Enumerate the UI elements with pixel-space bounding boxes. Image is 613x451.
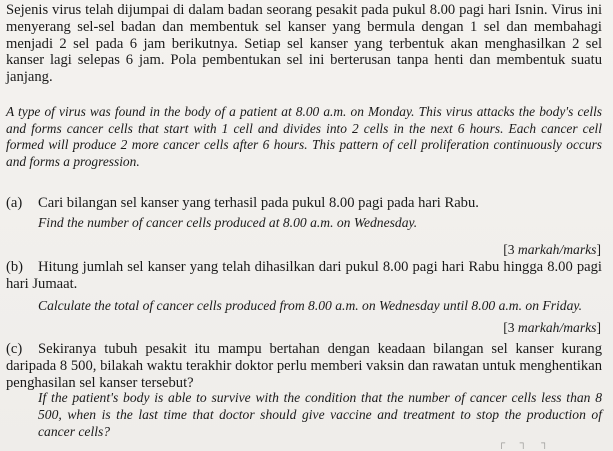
question-a-malay [6, 195, 602, 212]
question-b-marks-word: markah/marks [517, 320, 597, 335]
cropped-marks-fragment: ┌ ┐ ┐ [498, 438, 555, 449]
question-b-label: (b) [6, 259, 24, 275]
question-a-english: Find the number of cancer cells produced at 8.00 a.m. on Wednesday. [38, 215, 418, 230]
question-b-marks-close: ] [596, 320, 601, 335]
question-c-english: If the patient's body is able to survive with the condition that the number of cancer cells less than 8 500, when is the last time that doctor should give vaccine and treatment to stop the production of cancer cells? [38, 390, 602, 439]
question-b-malay [6, 259, 602, 293]
question-c-label: (c) [6, 341, 23, 357]
question-a-malay-text: Cari bilangan sel kanser yang terhasil pada pukul 8.00 pagi pada hari Rabu. [38, 195, 479, 211]
question-b-english: Calculate the total of cancer cells produced from 8.00 a.m. on Wednesday until 8.00 a.m. on Friday. [38, 298, 583, 313]
intro-english: A type of virus was found in the body of a patient at 8.00 a.m. on Monday. This virus attacks the body's cells and forms cancer cells that start with 1 cell and divides into 2 cells in the next 6 hours. Each cancer cell formed will produce 2 more cancer cells after 6 hours. This pattern of cell proliferation continuously occurs and forms a progression. [6, 104, 602, 169]
question-c-malay-text: Sekiranya tubuh pesakit itu mampu bertahan dengan keadaan bilangan sel kanser kurang daripada 8 500, bilakah waktu terakhir doktor perlu memberi vaksin dan rawatan untuk menghentikan penghasilan sel kanser tersebut? [6, 341, 602, 391]
question-a-marks [503, 241, 601, 258]
question-a-label: (a) [6, 195, 23, 211]
question-b-malay-text: Hitung jumlah sel kanser yang telah dihasilkan dari pukul 8.00 pagi hari Rabu hingga 8.00 pagi hari Jumaat. [6, 259, 602, 292]
question-a-marks-close: ] [596, 242, 601, 257]
question-b-marks [503, 319, 601, 336]
question-a-marks-word: markah/marks [517, 242, 597, 257]
intro-malay: Sejenis virus telah dijumpai di dalam badan seorang pesakit pada pukul 8.00 pagi hari Isnin. Virus ini menyerang sel-sel badan dan membentuk sel kanser yang bermula dengan 1 sel dan membahagi menjadi 2 sel pada 6 jam berikutnya. Setiap sel kanser yang terbentuk akan menghasilkan 2 sel kanser lagi selepas 6 jam. Pola pembentukan sel ini berterusan tanpa henti dan membentuk suatu janjang. [6, 2, 602, 86]
question-b-marks-open: [3 [503, 320, 518, 335]
question-c-malay [6, 341, 602, 392]
question-a-marks-open: [3 [503, 242, 518, 257]
